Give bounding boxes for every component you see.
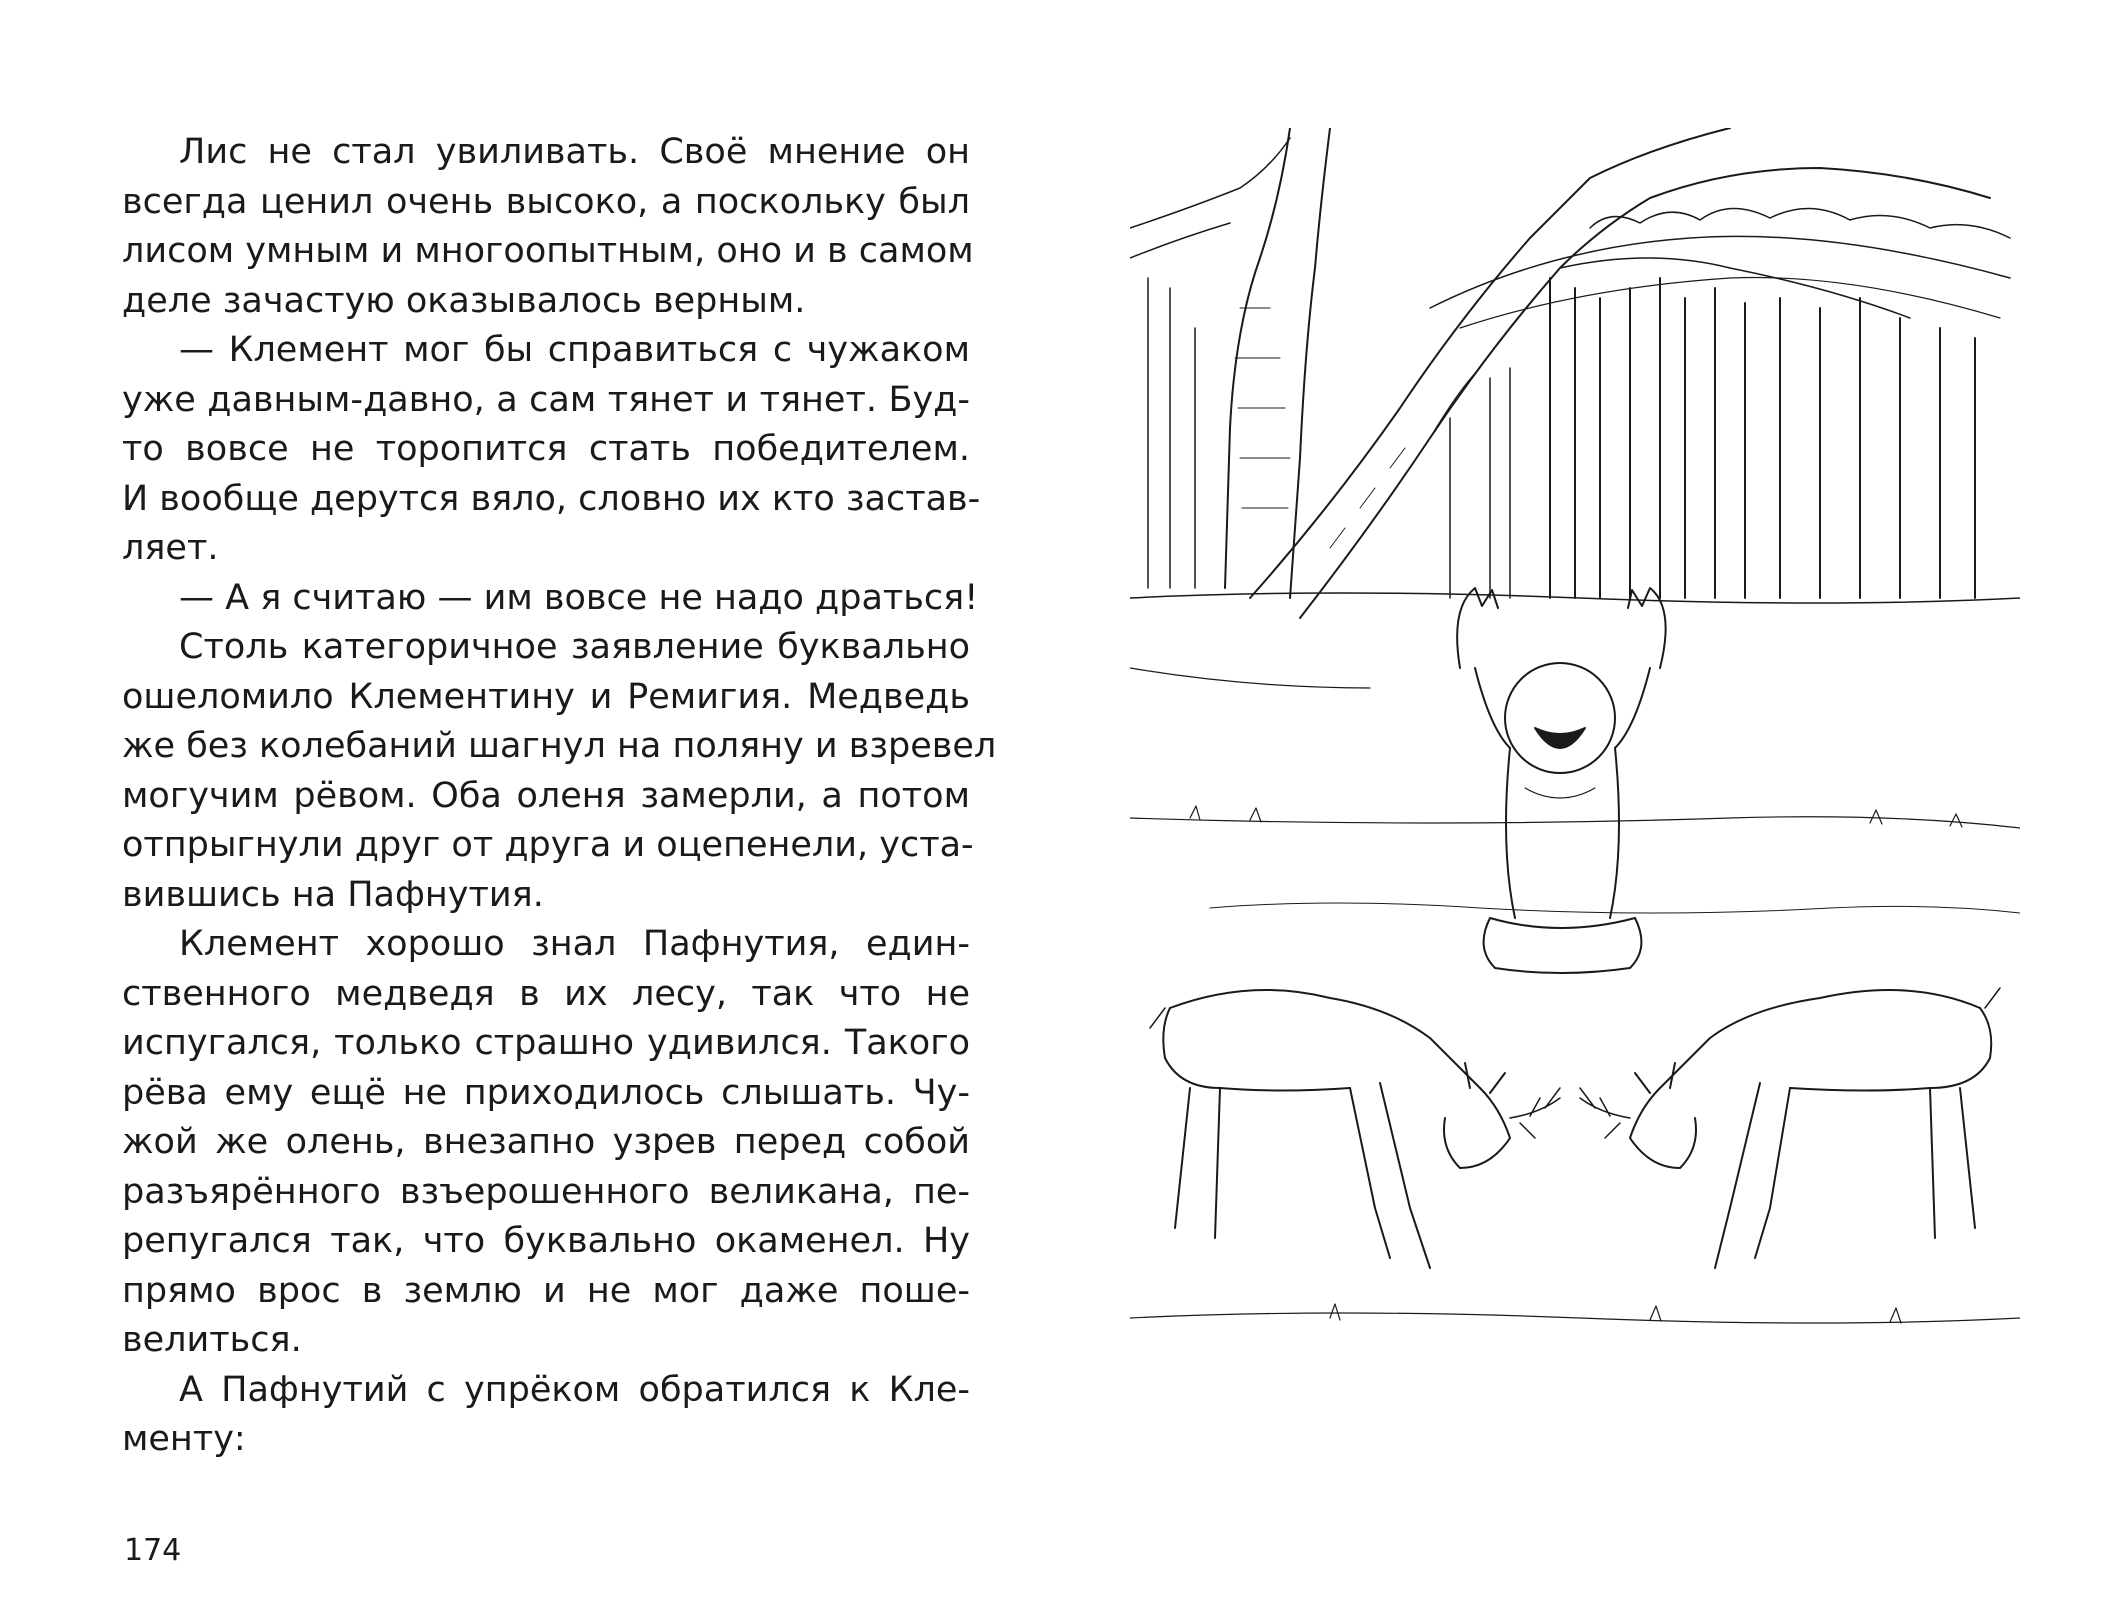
text-line: рёва ему ещё не приходилось слышать. Чу-	[122, 1072, 970, 1113]
text-line: жой же олень, внезапно узрев перед собой	[122, 1122, 970, 1162]
text-line: вившись на Пафнутия.	[122, 874, 544, 915]
text-line: ственного медведя в их лесу, так что не	[122, 973, 970, 1014]
text-line: Клемент хорошо знал Пафнутия, един-	[179, 924, 970, 964]
text-line: разъярённого взъерошенного великана, пе-	[122, 1171, 970, 1212]
text-line: — А я считаю — им вовсе не надо драться!	[179, 577, 979, 618]
text-line: И вообще дерутся вяло, словно их кто застав-	[122, 478, 981, 519]
bear-and-deer-illustration	[1130, 128, 2020, 1438]
meadow-ground	[1130, 593, 2020, 1323]
text-line: прямо врос в землю и не мог даже поше-	[122, 1270, 970, 1311]
left-tree-trunk	[1130, 128, 1330, 598]
text-line: репугался так, что буквально окаменел. Ну	[122, 1221, 970, 1261]
text-line: менту:	[122, 1419, 246, 1459]
text-line: всегда ценил очень высоко, а поскольку был	[122, 181, 970, 222]
text-line: лисом умным и многоопытным, оно и в самом	[122, 231, 974, 271]
text-line: же без колебаний шагнул на поляну и взревел	[122, 726, 997, 766]
text-line: — Клемент мог бы справиться с чужаком	[179, 330, 970, 370]
body-text	[122, 128, 997, 1465]
text-line: уже давным-давно, а сам тянет и тянет. Буд-	[122, 379, 970, 420]
text-line: испугался, только страшно удивился. Такого	[122, 1023, 970, 1063]
background-trees	[1430, 208, 2010, 598]
text-line: ляет.	[122, 528, 219, 568]
text-line: Лис не стал увиливать. Своё мнение он	[179, 132, 970, 172]
bear-figure	[1457, 588, 1665, 973]
leaning-tree	[1250, 128, 1990, 618]
left-deer-figure	[1150, 990, 1560, 1268]
text-line: то вовсе не торопится стать победителем.	[122, 429, 970, 469]
forest-scene-drawing	[1130, 128, 2020, 1438]
text-line: деле зачастую оказывалось верным.	[122, 280, 806, 321]
text-line: велиться.	[122, 1320, 302, 1360]
text-line: могучим рёвом. Оба оленя замерли, а потом	[122, 775, 970, 816]
page-number: 174	[124, 1533, 182, 1568]
text-line: ошеломило Клементину и Ремигия. Медведь	[122, 676, 970, 717]
text-line: А Пафнутий с упрёком обратился к Кле-	[179, 1369, 970, 1410]
text-line: отпрыгнули друг от друга и оцепенели, уста-	[122, 825, 974, 865]
right-deer-figure	[1580, 988, 2000, 1268]
text-line: Столь категоричное заявление буквально	[179, 627, 970, 667]
